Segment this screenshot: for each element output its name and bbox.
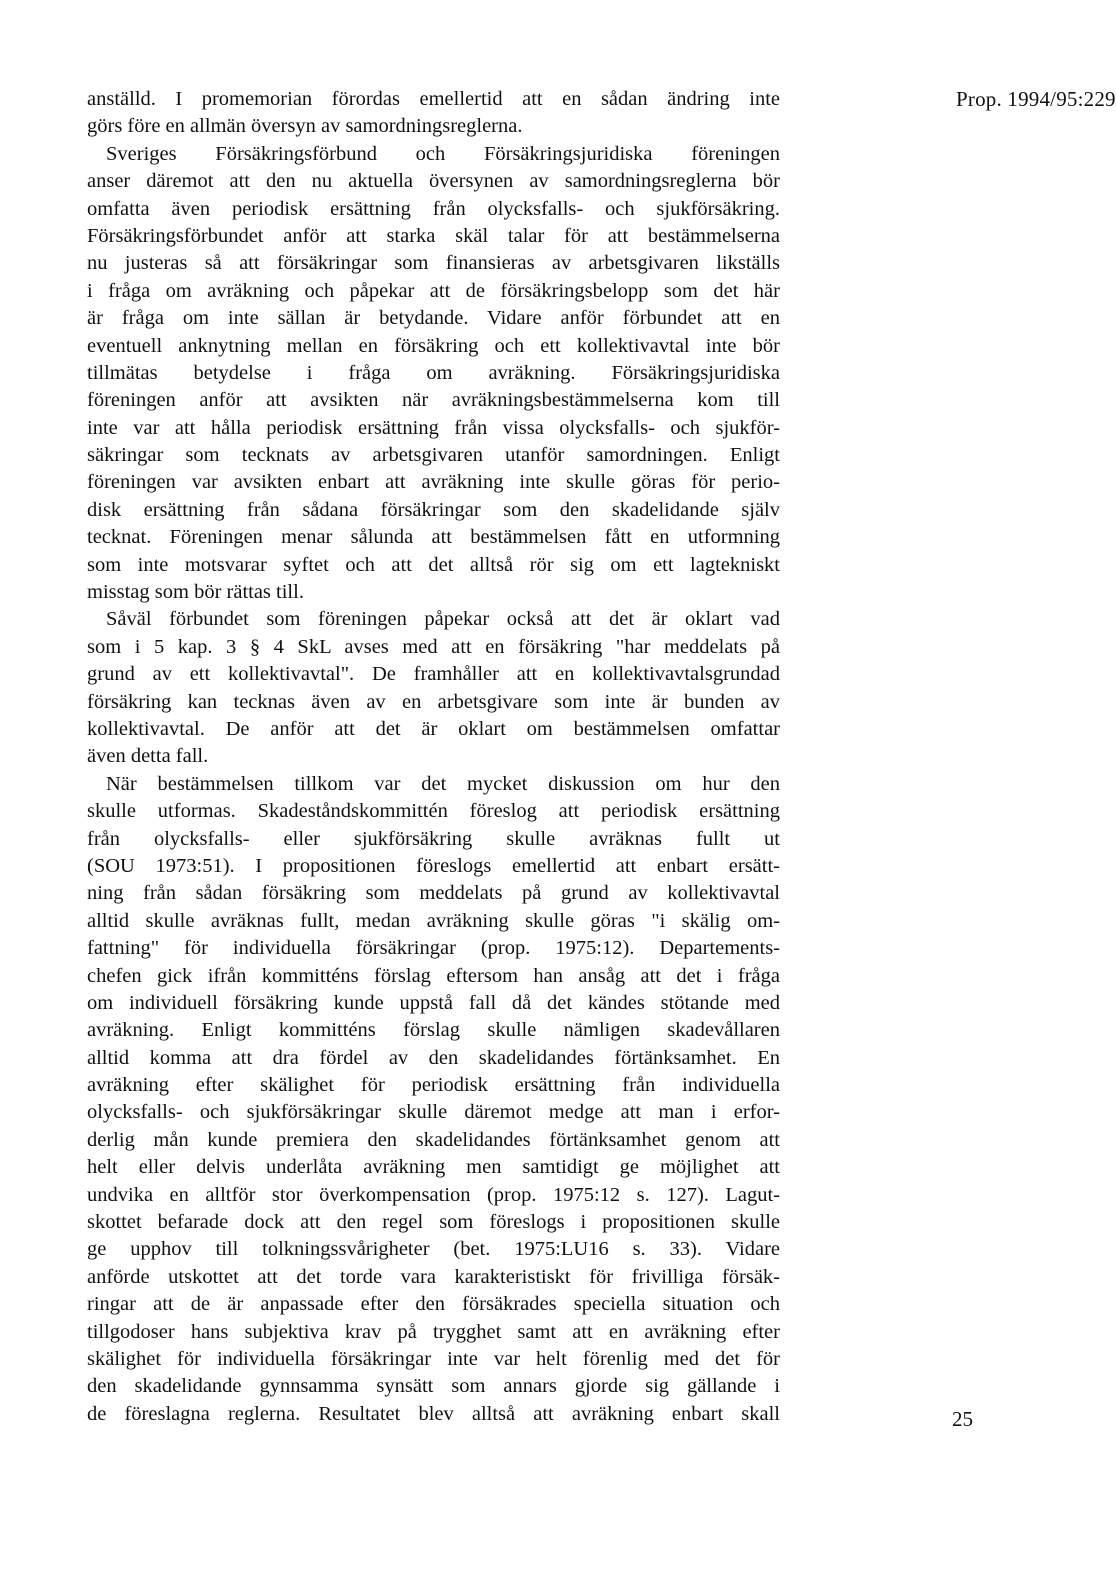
text-line: tillgodoser hans subjektiva krav på trygghet samt att en avräkning efter bbox=[87, 1320, 780, 1343]
text-line: försäkring kan tecknas även av en arbetsgivare som inte är bunden av bbox=[87, 690, 780, 713]
text-line: Försäkringsförbundet anför att starka skäl talar för att bestämmelserna bbox=[87, 224, 780, 247]
text-line: kollektivavtal. De anför att det är oklart om bestämmelsen omfattar bbox=[87, 717, 780, 740]
text-line: avräkning. Enligt kommitténs förslag skulle nämligen skadevållaren bbox=[87, 1019, 780, 1042]
text-line: som inte motsvarar syftet och att det alltså rör sig om ett lagtekniskt bbox=[87, 553, 780, 576]
text-line: ning från sådan försäkring som meddelats på grund av kollektivavtal bbox=[87, 882, 780, 905]
text-line: misstag som bör rättas till. bbox=[87, 581, 304, 604]
text-line: skottet befarade dock att den regel som föreslogs i propositionen skulle bbox=[87, 1211, 780, 1234]
text-line: fattning" för individuella försäkringar (prop. 1975:12). Departements- bbox=[87, 937, 780, 960]
text-line: omfatta även periodisk ersättning från olycksfalls- och sjukförsäkring. bbox=[87, 197, 780, 220]
text-line: ringar att de är anpassade efter den försäkrades speciella situation och bbox=[87, 1293, 780, 1316]
text-line: disk ersättning från sådana försäkringar som den skadelidande själv bbox=[87, 498, 780, 521]
text-line: är fråga om inte sällan är betydande. Vidare anför förbundet att en bbox=[87, 307, 780, 330]
text-line: nu justeras så att försäkringar som finansieras av arbetsgivaren likställs bbox=[87, 252, 780, 275]
page-header-document-reference: Prop. 1994/95:229 bbox=[956, 87, 1116, 111]
text-line: i fråga om avräkning och påpekar att de försäkringsbelopp som det här bbox=[87, 279, 780, 302]
text-line: undvika en alltför stor överkompensation (prop. 1975:12 s. 127). Lagut- bbox=[87, 1183, 780, 1206]
text-line: chefen gick ifrån kommitténs förslag eftersom han ansåg att det i fråga bbox=[87, 964, 780, 987]
text-line: eventuell anknytning mellan en försäkring och ett kollektivavtal inte bör bbox=[87, 334, 780, 357]
text-line: föreningen var avsikten enbart att avräkning inte skulle göras för perio- bbox=[87, 471, 780, 494]
page-number: 25 bbox=[952, 1407, 973, 1431]
text-line: anställd. I promemorian förordas emellertid att en sådan ändring inte bbox=[87, 88, 780, 110]
paragraph-1 bbox=[87, 86, 780, 141]
text-line: avräkning efter skälighet för periodisk ersättning från individuella bbox=[87, 1074, 780, 1097]
text-line: skulle utformas. Skadeståndskommittén föreslog att periodisk ersättning bbox=[87, 800, 780, 823]
text-line: helt eller delvis underlåta avräkning men samtidigt ge möjlighet att bbox=[87, 1156, 780, 1179]
paragraph-2 bbox=[87, 141, 780, 607]
text-line: olycksfalls- och sjukförsäkringar skulle däremot medge att man i erfor- bbox=[87, 1101, 780, 1124]
text-line: inte var att hålla periodisk ersättning från vissa olycksfalls- och sjukför- bbox=[87, 416, 780, 439]
text-line: tillmätas betydelse i fråga om avräkning. Försäkringsjuridiska bbox=[87, 361, 780, 384]
text-line: säkringar som tecknats av arbetsgivaren utanför samordningen. Enligt bbox=[87, 444, 780, 467]
text-line: görs före en allmän översyn av samordningsreglerna. bbox=[87, 115, 523, 138]
text-line: När bestämmelsen tillkom var det mycket diskussion om hur den bbox=[106, 772, 780, 795]
text-line: derlig mån kunde premiera den skadelidandes förtänksamhet genom att bbox=[87, 1128, 780, 1151]
text-line: (SOU 1973:51). I propositionen föreslogs emellertid att enbart ersätt- bbox=[87, 854, 780, 877]
text-line: även detta fall. bbox=[87, 745, 209, 768]
body-text bbox=[87, 86, 780, 1428]
text-line: anförde utskottet att det torde vara karakteristiskt för frivilliga försäk- bbox=[87, 1265, 780, 1288]
text-line: Såväl förbundet som föreningen påpekar också att det är oklart vad bbox=[106, 608, 780, 631]
paragraph-3 bbox=[87, 606, 780, 770]
text-line: ge upphov till tolkningssvårigheter (bet. 1975:LU16 s. 33). Vidare bbox=[87, 1238, 780, 1261]
text-line: Sveriges Försäkringsförbund och Försäkringsjuridiska föreningen bbox=[106, 142, 780, 165]
text-line: som i 5 kap. 3 § 4 SkL avses med att en försäkring "har meddelats på bbox=[87, 635, 780, 658]
text-line: alltid komma att dra fördel av den skadelidandes förtänksamhet. En bbox=[87, 1046, 780, 1069]
text-line: grund av ett kollektivavtal". De framhåller att en kollektivavtalsgrundad bbox=[87, 663, 780, 686]
text-line: föreningen anför att avsikten när avräkningsbestämmelserna kom till bbox=[87, 389, 780, 412]
text-line: tecknat. Föreningen menar sålunda att bestämmelsen fått en utformning bbox=[87, 526, 780, 549]
text-line: de föreslagna reglerna. Resultatet blev alltså att avräkning enbart skall bbox=[87, 1402, 780, 1425]
text-line: alltid skulle avräknas fullt, medan avräkning skulle göras "i skälig om- bbox=[87, 909, 780, 932]
text-line: från olycksfalls- eller sjukförsäkring skulle avräknas fullt ut bbox=[87, 827, 780, 850]
text-line: anser däremot att den nu aktuella översynen av samordningsreglerna bör bbox=[87, 170, 780, 193]
text-line: skälighet för individuella försäkringar inte var helt förenlig med det för bbox=[87, 1347, 780, 1370]
paragraph-4 bbox=[87, 771, 780, 1428]
text-line: den skadelidande gynnsamma synsätt som annars gjorde sig gällande i bbox=[87, 1375, 780, 1398]
text-line: om individuell försäkring kunde uppstå fall då det kändes stötande med bbox=[87, 991, 780, 1014]
